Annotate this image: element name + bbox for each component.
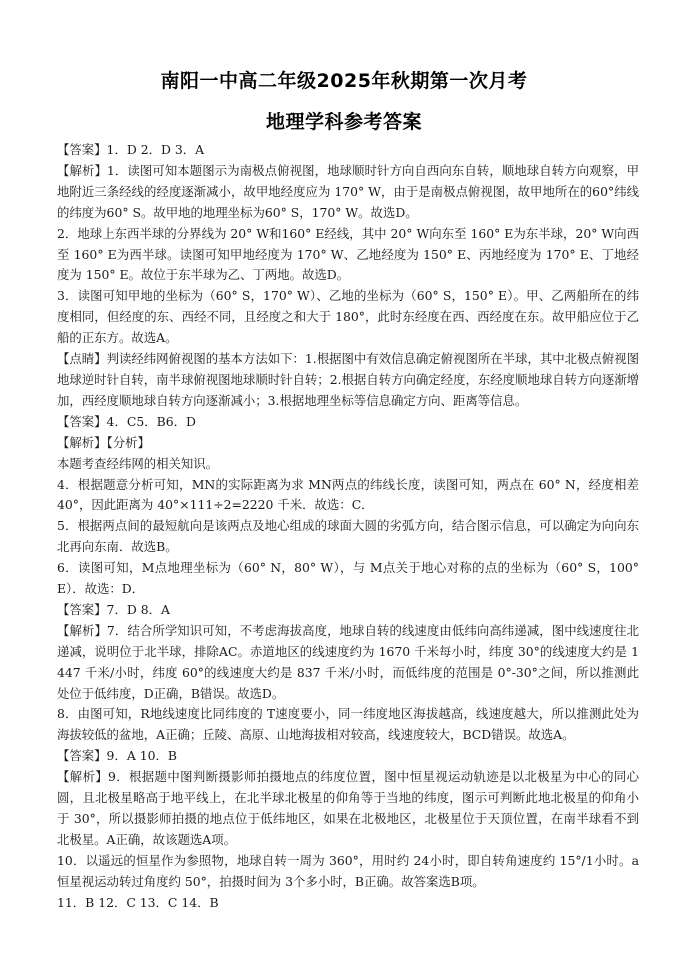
analysis-q10: 10．以遥远的恒星作为参照物，地球自转一周为 360°，用时约 24小时，即自转角速度约 15°/1小时。a恒星视运动转过角度约 50°，拍摄时间为 3个多小时，B正确。故答案选B项。: [57, 852, 639, 889]
analysis-q5: 5．根据两点间的最短航向是该两点及地心组成的球面大圆的劣弧方向，结合图示信息，可以确定为向向东北再向东南．故选B。: [57, 518, 639, 555]
analysis-q7: 【解析】7．结合所学知识可知，不考虑海拔高度，地球自转的线速度由低纬向高纬递减，图中线速度往北递减，说明位于北半球，排除AC。赤道地区的线速度约为 1670 千米每小时，纬度 30°的线速度大约是 1447 千米/小时，纬度 60°的线速度大约是 837 千米/小时，而低纬度的范围是 0°-30°之间，所以推测此处位于低纬度，D正确，B错误。故选D。: [57, 622, 639, 701]
analysis-q3: 3．读图可知甲地的坐标为（60° S，170° W）、乙地的坐标为（60° S，150° E）。甲、乙两船所在的纬度相同，但经度的东、西经不同，且经度之和大于 180°，此时东经度在西、西经度在东。故甲船应位于乙船的正东方。故选A。: [57, 288, 639, 346]
answer-line-q11-14: 11．B 12．C 13．C 14．B: [57, 894, 219, 910]
analysis-q6: 6．读图可知，M点地理坐标为（60° N，80° W），与 M点关于地心对称的点的坐标为（60° S，100° E）．故选：D．: [57, 560, 639, 597]
answer-content: [57, 140, 639, 914]
analysis-q9: 【解析】9．根据题中图判断摄影师拍摄地点的纬度位置，图中恒星视运动轨迹是以北极星为中心的同心圆，且北极星略高于地平线上，在北半球北极星的仰角等于当地的纬度，图示可判断此地北极星的仰角小于 30°，所以摄影师拍摄的地点位于低纬地区，如果在北极地区，北极星位于天顶位置，在南半球看不到北极星。A正确，故该题选A项。: [57, 769, 639, 847]
answer-line-q7-8: 【答案】7．D 8．A: [57, 601, 170, 617]
analysis-q8: 8．由图可知，R地线速度比同纬度的 T速度要小，同一纬度地区海拔越高，线速度越大，所以推测此处为海拔较低的盆地，A正确；丘陵、高原、山地海拔相对较高，线速度较大，BCD错误。故选A。: [57, 706, 639, 743]
answer-line-q9-10: 【答案】9．A 10．B: [57, 748, 177, 764]
analysis-q4: 4．根据题意分析可知，MN的实际距离为求 MN两点的纬线长度，读图可知，两点在 60° N，经度相差 40°，因此距离为 40°×111÷2=2220 千米．故选：C．: [57, 476, 639, 513]
analysis-intro-q4-6: 本题考查经纬网的相关知识。: [57, 455, 219, 471]
answer-line-q4-6: 【答案】4．C5．B6．D: [57, 413, 196, 429]
page-title: 南阳一中高二年级2025年秋期第一次月考: [160, 70, 528, 92]
analysis-q1: 【解析】1．读图可知本题图示为南极点俯视图，地球顺时针方向自西向东自转，顺地球自转方向观察，甲地附近三条经线的经度逐渐减小，故甲地经度应为 170° W，由于是南极点俯视图，故甲地所在的60°纬线的纬度为60° S。故甲地的地理坐标为60° S，170° W。故选D。: [57, 162, 639, 220]
key-point-note: 【点睛】判读经纬网俯视图的基本方法如下：1.根据图中有效信息确定俯视图所在半球，其中北极点俯视图地球逆时针自转，南半球俯视图地球顺时针自转；2.根据自转方向确定经度，东经度顺地球自转方向逐渐增加，西经度顺地球自转方向逐渐减小；3.根据地理坐标等信息确定方向、距离等信息。: [57, 351, 639, 408]
analysis-q2: 2．地球上东西半球的分界线为 20° W和160° E经线，其中 20° W向东至 160° E为东半球，20° W向西至 160° E为西半球。读图可知甲地经度为 170° W、乙地经度为 150° E、丙地经度为 170° E、丁地经度为 150° E。故位于东半球为乙、丁两地。故选D。: [57, 225, 639, 283]
page-subtitle: 地理学科参考答案: [265, 111, 422, 133]
analysis-header-q4-6: 【解析】【分析】: [57, 434, 150, 450]
answer-line-q1-3: 【答案】1．D 2．D 3．A: [57, 142, 205, 157]
